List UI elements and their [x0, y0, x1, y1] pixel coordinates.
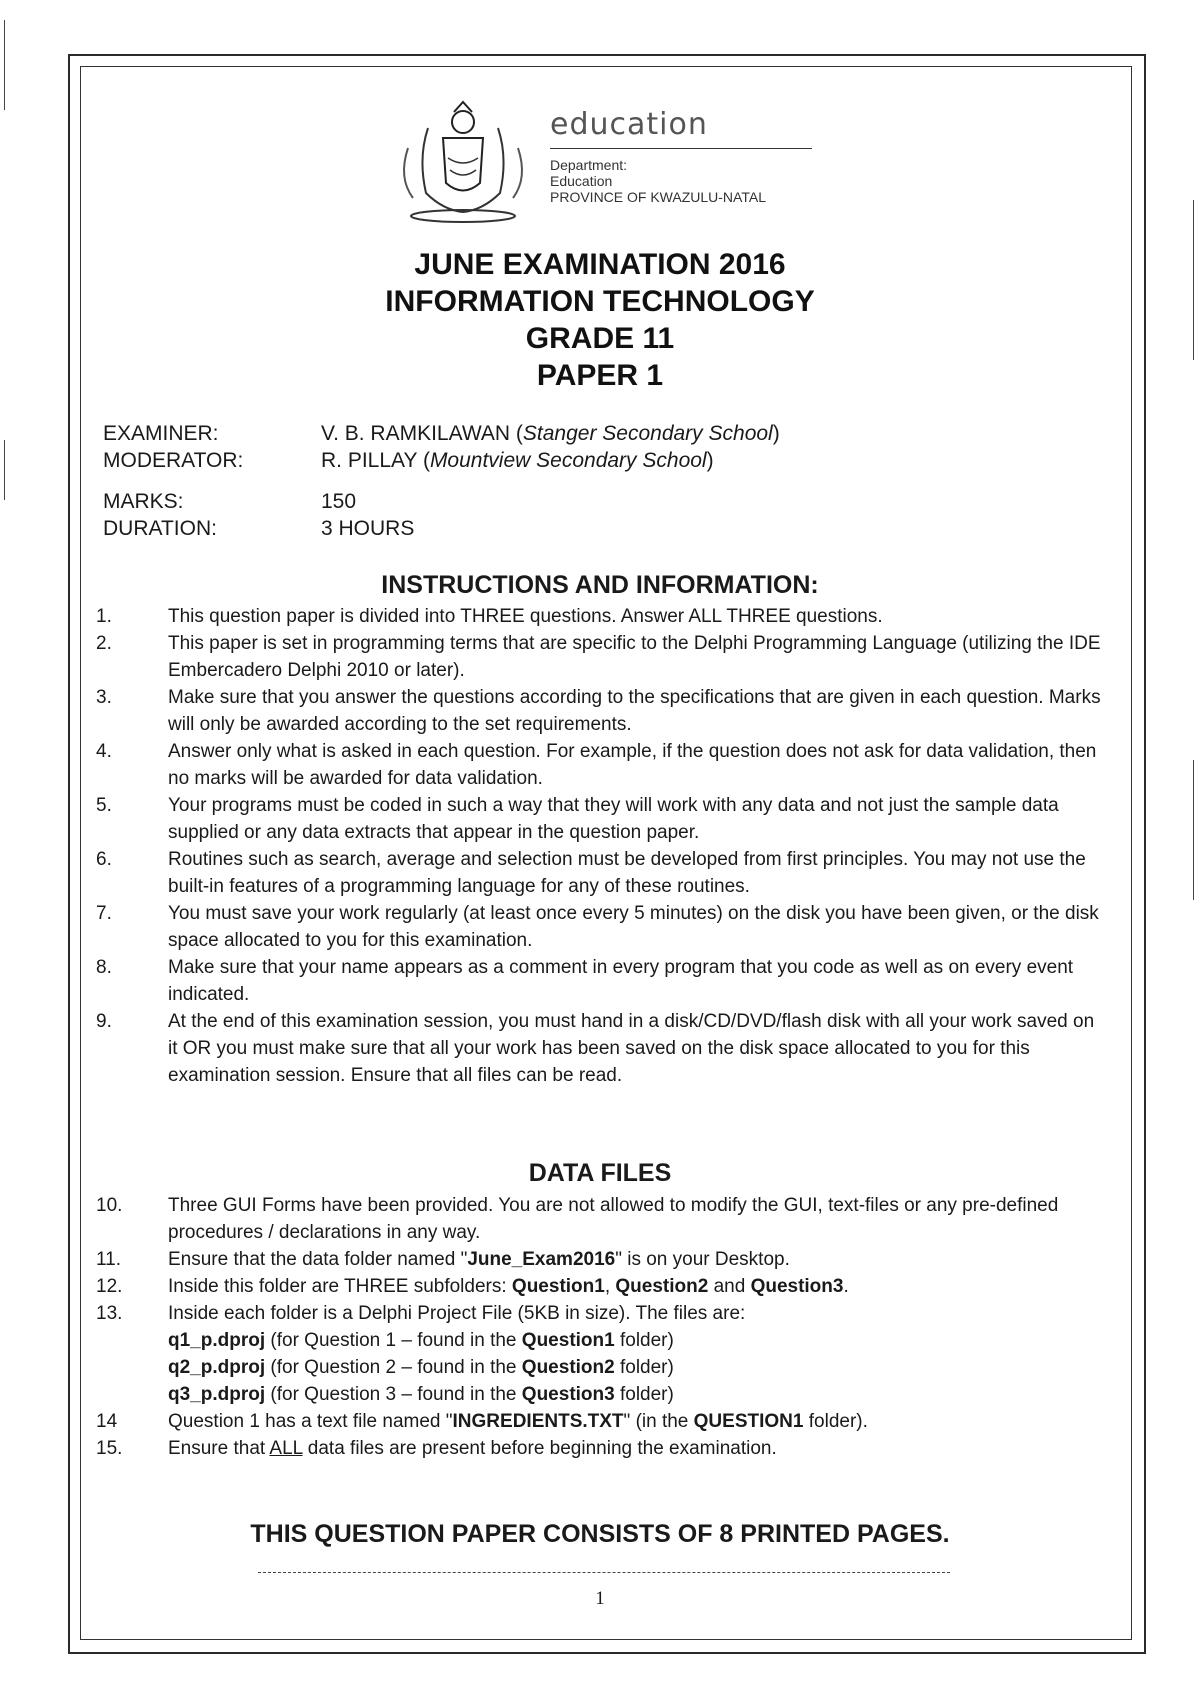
item-text: Answer only what is asked in each question. For example, if the question does not ask for data validation, then no marks will be awarded for data validation.	[168, 741, 1097, 789]
divider	[258, 1572, 950, 1573]
item-text: Make sure that you answer the questions according to the specifications that are given in each question. Marks will only be awarded according to the set requirements.	[168, 687, 1101, 735]
file-line	[168, 1354, 1101, 1381]
folder-name: Question1	[511, 1276, 605, 1297]
moderator-row	[103, 447, 1003, 474]
item-text	[168, 1408, 1101, 1435]
examiner-school: Stanger Secondary School	[522, 422, 773, 445]
list-item	[96, 900, 1101, 954]
item-number: 7.	[96, 903, 112, 924]
item-text: At the end of this examination session, you must hand in a disk/CD/DVD/flash disk with all your work saved on it OR you must make sure that all your work has been saved on the disk space allocated to you for this examination session. Ensure that all files can be read.	[168, 1011, 1095, 1086]
page-count-note: THIS QUESTION PAPER CONSISTS OF 8 PRINTED PAGES.	[250, 1520, 950, 1548]
list-item	[96, 1435, 1101, 1462]
list-item	[96, 738, 1101, 792]
scan-edge-mark	[4, 440, 5, 500]
page-number: 1	[595, 1588, 605, 1609]
item-text: Routines such as search, average and selection must be developed from first principles. You may not use the built-in features of a programming language for any of these routines.	[168, 849, 1086, 897]
item-text	[168, 1246, 1101, 1273]
exam-info	[103, 420, 1003, 542]
folder-name: Question3	[521, 1384, 615, 1405]
scan-edge-mark	[1193, 760, 1194, 900]
marks-value: 150	[321, 490, 357, 513]
list-item	[96, 1008, 1101, 1089]
text-run: Inside this folder are THREE subfolders:	[168, 1276, 512, 1297]
text-run: Ensure that the data folder named "	[168, 1249, 468, 1270]
item-text: This question paper is divided into THREE questions. Answer ALL THREE questions.	[168, 606, 883, 627]
item-number: 12.	[96, 1276, 123, 1297]
list-item	[96, 1192, 1101, 1246]
department-line: Department:	[550, 157, 628, 173]
file-name: q3_p.dproj	[168, 1384, 266, 1405]
instructions-title: INSTRUCTIONS AND INFORMATION:	[381, 571, 819, 599]
item-number: 5.	[96, 795, 112, 816]
list-item	[96, 603, 1101, 630]
list-item	[96, 1408, 1101, 1435]
folder-name: Question3	[750, 1276, 844, 1297]
text-run: " is on your Desktop.	[615, 1249, 790, 1270]
item-text	[168, 1273, 1101, 1300]
text-run: folder).	[803, 1411, 868, 1432]
file-name: INGREDIENTS.TXT	[452, 1411, 624, 1432]
folder-name: Question1	[521, 1330, 615, 1351]
moderator-name: R. PILLAY (	[321, 449, 430, 472]
text-run: (for Question 2 – found in the	[265, 1357, 522, 1378]
paren: )	[706, 449, 714, 472]
text-run: .	[843, 1276, 849, 1297]
item-text: Three GUI Forms have been provided. You are not allowed to modify the GUI, text-files or any pre-defined procedures / declarations in any way.	[168, 1195, 1059, 1243]
moderator-value	[321, 447, 714, 474]
item-text: You must save your work regularly (at least once every 5 minutes) on the disk you have been given, or the disk space allocated to you for this examination.	[168, 903, 1099, 951]
text-run: " (in the	[623, 1411, 694, 1432]
list-item	[96, 1300, 1101, 1408]
department-line: Education	[550, 173, 613, 189]
paren: )	[772, 422, 780, 445]
title-line: PAPER 1	[536, 359, 664, 392]
text-run: folder)	[614, 1357, 674, 1378]
exam-title	[0, 246, 1200, 394]
department-block	[550, 108, 850, 205]
folder-name: Question2	[615, 1276, 709, 1297]
item-number: 13.	[96, 1303, 123, 1324]
list-item	[96, 954, 1101, 1008]
item-number: 6.	[96, 849, 112, 870]
title-line: GRADE 11	[525, 322, 675, 355]
list-item	[96, 630, 1101, 684]
text-run: Question 1 has a text file named "	[168, 1411, 453, 1432]
moderator-label: MODERATOR:	[103, 449, 244, 472]
examiner-row	[103, 420, 1003, 447]
coat-of-arms-icon	[388, 98, 538, 226]
item-number: 10.	[96, 1195, 123, 1216]
folder-name: June_Exam2016	[467, 1249, 616, 1270]
list-item	[96, 1273, 1101, 1300]
instructions-list	[96, 603, 1101, 1089]
item-text: Your programs must be coded in such a way that they will work with any data and not just the sample data supplied or any data extracts that appear in the question paper.	[168, 795, 1059, 843]
text-run: folder)	[614, 1384, 674, 1405]
marks-row	[103, 488, 1003, 515]
text-run: Ensure that	[168, 1438, 270, 1459]
item-number: 3.	[96, 687, 112, 708]
department-logo-word: education	[550, 107, 708, 142]
examiner-name: V. B. RAMKILAWAN (	[321, 422, 523, 445]
item-text: This paper is set in programming terms that are specific to the Delphi Programming Language (utilizing the IDE Embercadero Delphi 2010 or later).	[168, 633, 1101, 681]
underlined-word: ALL	[269, 1438, 303, 1459]
duration-row	[103, 515, 1003, 542]
file-line	[168, 1327, 1101, 1354]
folder-name: QUESTION1	[693, 1411, 804, 1432]
item-number: 2.	[96, 633, 112, 654]
item-number: 1.	[96, 606, 112, 627]
moderator-school: Mountview Secondary School	[429, 449, 707, 472]
folder-name: Question2	[521, 1357, 615, 1378]
title-line: JUNE EXAMINATION 2016	[414, 248, 786, 281]
item-number: 11.	[96, 1249, 122, 1270]
examiner-label: EXAMINER:	[103, 422, 219, 445]
text-run: folder)	[614, 1330, 674, 1351]
file-line	[168, 1381, 1101, 1408]
list-item	[96, 1246, 1101, 1273]
list-item	[96, 684, 1101, 738]
item-text	[168, 1435, 1101, 1462]
duration-value: 3 HOURS	[321, 517, 415, 540]
examiner-value	[321, 420, 780, 447]
text-run: data files are present before beginning the examination.	[302, 1438, 777, 1459]
title-line: INFORMATION TECHNOLOGY	[385, 285, 815, 318]
duration-label: DURATION:	[103, 517, 217, 540]
text-run: ,	[604, 1276, 616, 1297]
list-item	[96, 846, 1101, 900]
department-line: PROVINCE OF KWAZULU-NATAL	[550, 189, 766, 205]
marks-label: MARKS:	[103, 490, 184, 513]
item-text: Make sure that your name appears as a comment in every program that you code as well as on every event indicated.	[168, 957, 1074, 1005]
text-run: (for Question 1 – found in the	[265, 1330, 522, 1351]
item-number: 4.	[96, 741, 112, 762]
data-files-title: DATA FILES	[528, 1159, 672, 1187]
file-name: q1_p.dproj	[168, 1330, 266, 1351]
scan-edge-mark	[4, 20, 5, 110]
file-name: q2_p.dproj	[168, 1357, 266, 1378]
divider	[550, 148, 812, 149]
item-number: 15.	[96, 1438, 123, 1459]
item-text	[168, 1300, 1101, 1408]
item-number: 8.	[96, 957, 112, 978]
data-files-list	[96, 1192, 1101, 1462]
item-number: 14	[96, 1411, 118, 1432]
text-run: and	[708, 1276, 751, 1297]
text-run: Inside each folder is a Delphi Project File (5KB in size). The files are:	[168, 1303, 746, 1324]
text-run: (for Question 3 – found in the	[265, 1384, 522, 1405]
item-number: 9.	[96, 1011, 112, 1032]
list-item	[96, 792, 1101, 846]
